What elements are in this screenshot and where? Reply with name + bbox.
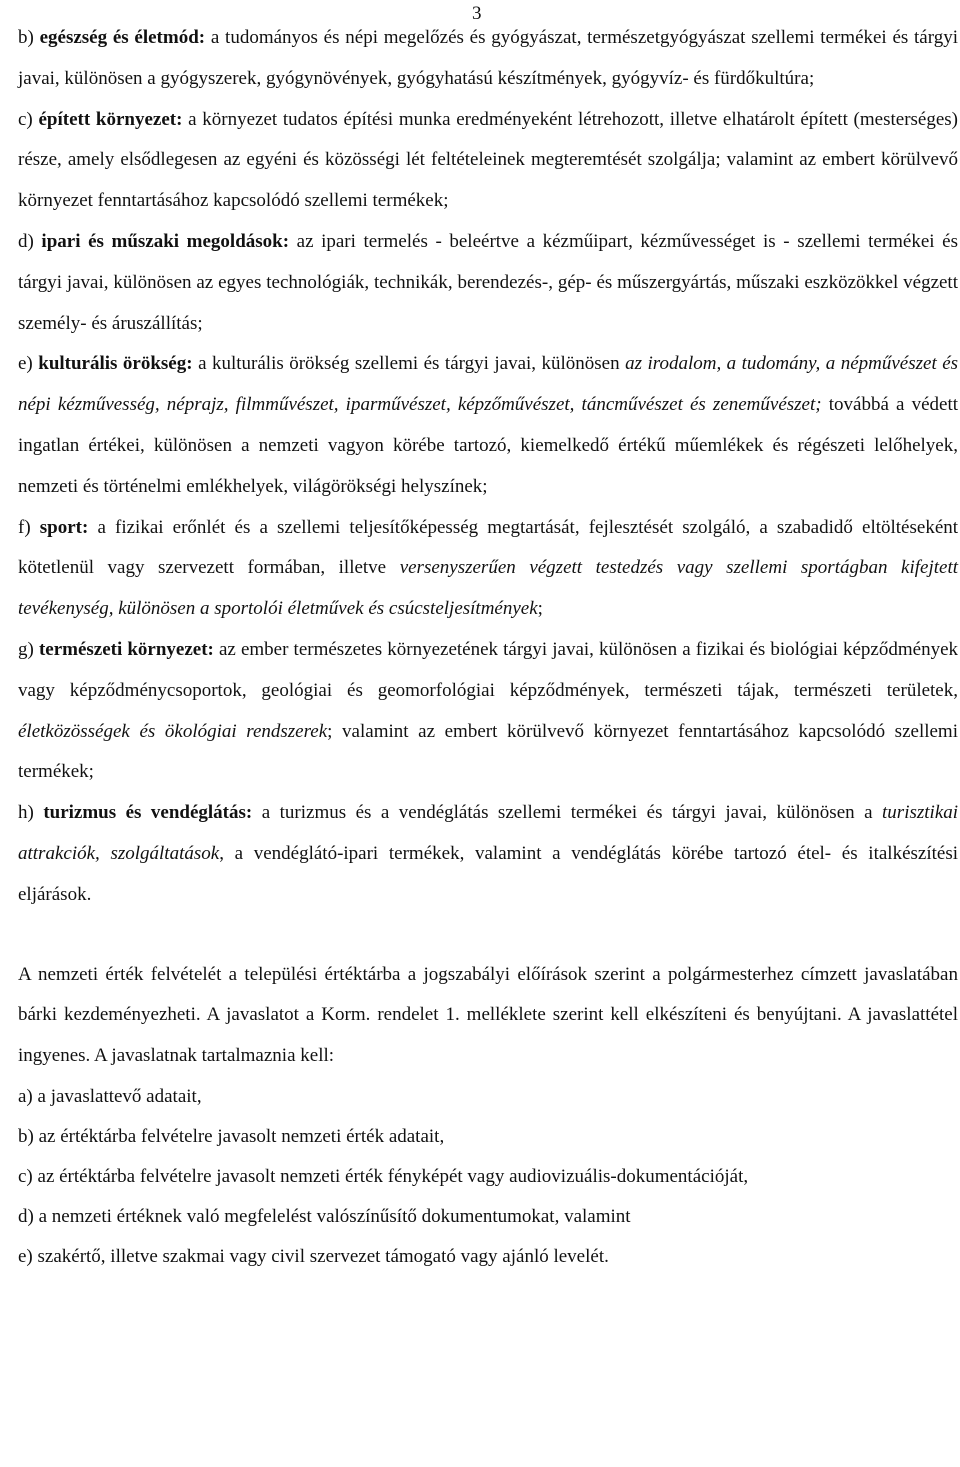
- requirements-list: [18, 1077, 958, 1277]
- requirement-item: e) szakértő, illetve szakmai vagy civil szervezet támogató vagy ajánló levelét.: [18, 1245, 609, 1267]
- intro-paragraph: A nemzeti érték felvételét a települési értéktárba a jogszabályi előírások szerint a polgármesterhez címzett javaslatában bárki kezdeményezheti. A javaslatot a Korm. rendelet 1. melléklete szerint kell elkészíteni és benyújtani. A javaslattétel ingyenes. A javaslatnak tartalmaznia kell:: [18, 963, 958, 1067]
- item-text-italic: az irodalom, a tudomány, a népművészet és népi kézművesség, néprajz, filmművészet, iparművészet, képzőművészet, táncművészet és zeneművészet;: [18, 353, 959, 416]
- item-term: egészség és életmód:: [39, 27, 206, 48]
- item-term: kulturális örökség:: [38, 353, 193, 375]
- item-text-after: továbbá a védett ingatlan értékei, különösen a nemzeti vagyon körébe tartozó, kiemelkedő értékű műemlékek és régészeti lelőhelyek, nemzeti és történelmi emlékhelyek, világörökségi helyszínek;: [18, 394, 959, 497]
- requirement-item: d) a nemzeti értéknek való megfelelést valószínűsítő dokumentumokat, valamint: [18, 1205, 631, 1227]
- paragraph-gap: [18, 916, 958, 955]
- item-letter: d): [18, 230, 34, 252]
- item-letter: b): [18, 27, 34, 48]
- list-item-f: [18, 508, 958, 630]
- item-term: ipari és műszaki megoldások:: [41, 230, 290, 252]
- item-letter: h): [18, 802, 34, 824]
- list-item-c: [18, 100, 958, 222]
- item-text: a fizikai erőnlét és a szellemi teljesítőképesség megtartását, fejlesztését szolgáló, a szabadidő eltöltéseként kötetlenül vagy szervezett formában, illetve: [18, 516, 959, 579]
- list-item-g: [18, 630, 958, 793]
- item-letter: e): [18, 353, 33, 375]
- item-text-after: , a vendéglátó-ipari termékek, valamint a vendéglátás körébe tartozó étel- és italkészítési eljárások.: [18, 842, 958, 905]
- item-text-after: ; valamint az embert körülvevő környezet fenntartásához kapcsolódó szellemi termékek;: [18, 720, 958, 783]
- requirement-item: b) az értéktárba felvételre javasolt nemzeti érték adatait,: [18, 1125, 445, 1147]
- item-text-italic: életközösségek és ökológiai rendszerek: [18, 720, 328, 742]
- item-text: az ember természetes környezetének tárgyi javai, különösen a fizikai és biológiai képződmények vagy képződménycsoportok, geológiai és geomorfológiai képződmények, természeti tájak, természeti területek,: [18, 638, 958, 701]
- list-item-b: [18, 18, 958, 100]
- document-body: [18, 18, 958, 1277]
- list-item-e: [18, 344, 958, 507]
- item-term: turizmus és vendéglátás:: [43, 802, 253, 824]
- item-text-after: ;: [537, 598, 543, 620]
- requirement-item: c) az értéktárba felvételre javasolt nemzeti érték fényképét vagy audiovizuális-dokumentációját,: [18, 1165, 749, 1187]
- requirement-item: a) a javaslattevő adatait,: [18, 1085, 202, 1107]
- item-text: az ipari termelés - beleértve a kézműipart, kézművességet is - szellemi termékei és tárgyi javai, különösen az egyes technológiák, technikák, berendezés-, gép- és műszergyártás, műszaki eszközökkel végzett személy- és áruszállítás;: [18, 230, 958, 334]
- item-letter: f): [18, 516, 31, 538]
- item-term: sport:: [39, 516, 89, 538]
- item-text: a környezet tudatos építési munka eredményeként létrehozott, illetve elhatárolt épített (mesterséges) része, amely elsődlegesen az egyéni és közösségi lét feltételeinek megteremtését szolgálja; valamint az embert körülvevő környezet fenntartásához kapcsolódó szellemi termékek;: [18, 108, 959, 212]
- item-term: épített környezet:: [38, 108, 183, 130]
- item-letter: c): [18, 108, 33, 130]
- item-term: természeti környezet:: [38, 638, 214, 660]
- item-text-italic: versenyszerűen végzett testedzés vagy szellemi sportágban kifejtett tevékenység, különösen a sportolói életművek és csúcsteljesítmények: [18, 557, 959, 620]
- item-text: a kulturális örökség szellemi és tárgyi javai, különösen: [198, 353, 620, 375]
- item-text-italic: turisztikai attrakciók, szolgáltatások: [18, 802, 959, 864]
- page-number: 3: [472, 3, 482, 24]
- list-item-d: [18, 222, 958, 344]
- item-text: a turizmus és a vendéglátás szellemi termékei és tárgyi javai, különösen a: [261, 802, 873, 824]
- item-text: a tudományos és népi megelőzés és gyógyászat, természetgyógyászat szellemi termékei és tárgyi javai, különösen a gyógyszerek, gyógynövények, gyógyhatású készítmények, gyógyvíz- és fürdőkultúra;: [18, 27, 959, 89]
- item-letter: g): [18, 638, 34, 660]
- list-item-h: [18, 793, 958, 915]
